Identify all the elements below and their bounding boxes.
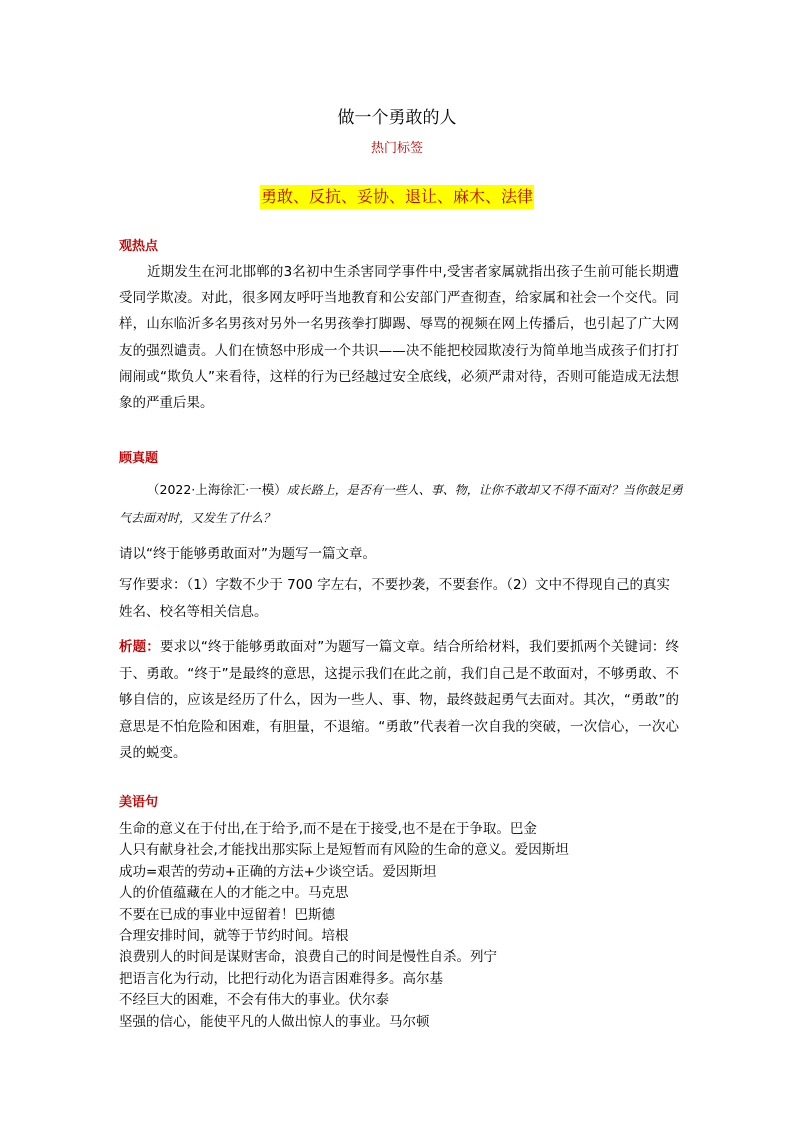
section-heading-viewpoint: 观热点 — [119, 239, 159, 254]
hot-tags: 勇敢、反抗、妥协、退让、麻木、法律 — [260, 185, 534, 209]
exam-question — [119, 476, 691, 532]
analysis-text: 要求以“终于能够勇敢面对”为题写一篇文章。结合所给材料，我们要抓两个关键词：终于、勇敢。“终于”是最终的意思，这提示我们在此之前，我们自己是不敢面对，不够勇敢、不够自信的，应该是经历了什么，因为一些人、事、物，最终鼓起勇气去面对。其次，“勇敢”的意思是不怕危险和困难，有胆量，不退缩。“勇敢”代表着一次自我的突破，一次信心，一次心灵的蜕变。 — [119, 639, 680, 761]
quote-item: 合理安排时间，就等于节约时间。培根 — [119, 928, 349, 945]
quote-item: 成功=艰苦的劳动+正确的方法+少谈空话。爱因斯坦 — [119, 863, 437, 880]
quote-item: 人的价值蕴藏在人的才能之中。马克思 — [119, 885, 349, 902]
quote-item: 不经巨大的困难，不会有伟大的事业。伏尔泰 — [119, 992, 389, 1009]
quote-item: 生命的意义在于付出,在于给予,而不是在于接受,也不是在于争取。巴金 — [119, 821, 537, 837]
viewpoint-paragraph: 近期发生在河北邯郸的3名初中生杀害同学事件中,受害者家属就指出孩子生前可能长期遭受同学欺凌。对此，很多网友呼吁当地教育和公安部门严查彻查，给家属和社会一个交代。同样，山东临沂多名男孩对另外一名男孩拳打脚踢、辱骂的视频在网上传播后，也引起了广大网友的强烈谴责。人们在愤怒中形成一个共识——决不能把校园欺凌行为简单地当成孩子们打打闹闹或“欺负人”来看待，这样的行为已经越过安全底线，必须严肃对待，否则可能造成无法想象的严重后果。 — [119, 264, 679, 412]
exam-source: （2022·上海徐汇·一模） — [147, 482, 287, 497]
quote-item: 浪费别人的时间是谋财害命，浪费自己的时间是慢性自杀。列宁 — [119, 949, 497, 966]
page-title: 做一个勇敢的人 — [337, 108, 457, 128]
quotes-list — [119, 819, 679, 1033]
exam-prompt: 成长路上，是否有一些人、事、物，让你不敢却又不得不面对？当你鼓足勇气去面对时，又发生了什么？ — [119, 483, 683, 525]
section-heading-quotes: 美语句 — [119, 795, 159, 810]
section-heading-exam: 顾真题 — [119, 451, 159, 466]
quote-item: 人只有献身社会,才能找出那实际上是短暂而有风险的生命的意义。爱因斯坦 — [119, 842, 569, 859]
analysis-paragraph — [119, 634, 679, 767]
quote-item: 不要在已成的事业中逗留着！巴斯德 — [119, 906, 335, 923]
quote-item: 把语言化为行动，比把行动化为语言困难得多。高尔基 — [119, 970, 443, 987]
quote-item: 坚强的信心，能使平凡的人做出惊人的事业。马尔顿 — [119, 1013, 430, 1030]
exam-requirements: 写作要求：（1）字数不少于 700 字左右，不要抄袭，不要套作。（2）文中不得现自己的真实姓名、校名等相关信息。 — [119, 577, 671, 620]
page-subtitle: 热门标签 — [370, 141, 423, 156]
exam-instruction: 请以“终于能够勇敢面对”为题写一篇文章。 — [119, 546, 376, 562]
analysis-label: 析题： — [119, 639, 160, 655]
tags-row — [0, 185, 794, 209]
